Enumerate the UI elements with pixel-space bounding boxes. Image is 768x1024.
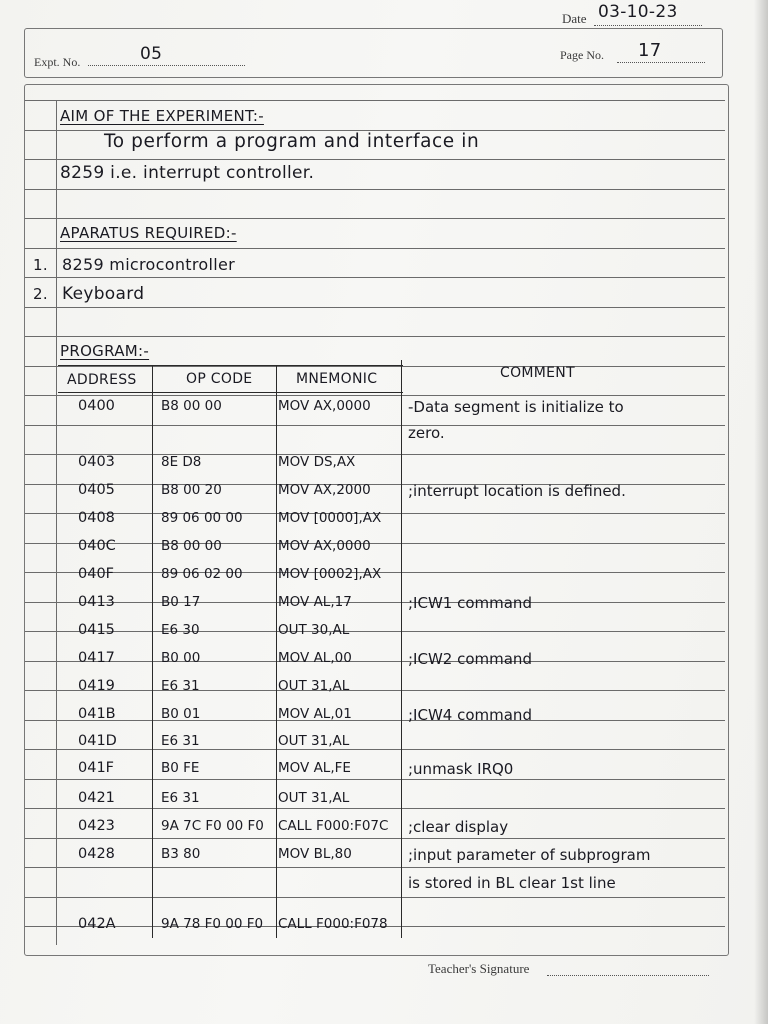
opcode-cell: B0 01 — [161, 706, 201, 722]
table-row — [58, 818, 509, 844]
opcode-cell: E6 31 — [161, 733, 200, 749]
table-header-line — [58, 392, 403, 393]
table-row — [58, 678, 408, 704]
mnemonic-cell: MOV [0002],AX — [278, 566, 382, 582]
ruled-line — [25, 307, 725, 308]
comment-cell: ;ICW1 command — [408, 594, 532, 612]
aim-heading: AIM OF THE EXPERIMENT:- — [60, 107, 264, 125]
address-cell: 0421 — [78, 790, 115, 806]
table-row — [58, 510, 408, 536]
address-cell: 0413 — [78, 594, 115, 610]
mnemonic-cell: MOV AL,FE — [278, 760, 351, 776]
ruled-line — [25, 159, 725, 160]
address-cell: 041F — [78, 760, 115, 776]
table-row — [58, 650, 532, 676]
ruled-line — [25, 218, 725, 219]
mnemonic-cell: MOV AX,0000 — [278, 398, 371, 414]
page-no-value: 17 — [638, 40, 662, 61]
opcode-cell: E6 31 — [161, 790, 200, 806]
table-row — [58, 538, 408, 564]
table-row — [58, 846, 651, 872]
program-heading: PROGRAM:- — [60, 342, 150, 360]
table-top-line — [58, 365, 403, 366]
address-cell: 0417 — [78, 650, 115, 666]
table-row — [58, 706, 532, 732]
mnemonic-cell: OUT 30,AL — [278, 622, 350, 638]
mnemonic-cell: CALL F000:F078 — [278, 916, 388, 932]
table-row — [58, 594, 532, 620]
aim-line-2: 8259 i.e. interrupt controller. — [60, 163, 315, 183]
column-header-mnemonic: MNEMONIC — [296, 371, 378, 387]
address-cell: 0423 — [78, 818, 115, 834]
opcode-cell: 9A 7C F0 00 F0 — [161, 818, 264, 834]
table-row — [58, 622, 408, 648]
opcode-cell: 9A 78 F0 00 F0 — [161, 916, 264, 932]
ruled-line — [25, 189, 725, 190]
opcode-cell: B8 00 00 — [161, 398, 222, 414]
address-cell: 0428 — [78, 846, 115, 862]
comment-cell: ;clear display — [408, 818, 509, 836]
ruled-line — [25, 336, 725, 337]
address-cell: 0419 — [78, 678, 115, 694]
address-cell: 042A — [78, 916, 116, 932]
address-cell: 0408 — [78, 510, 115, 526]
table-row — [58, 733, 408, 759]
ruled-line — [25, 248, 725, 249]
mnemonic-cell: MOV BL,80 — [278, 846, 352, 862]
opcode-cell: 89 06 00 00 — [161, 510, 243, 526]
address-cell: 0403 — [78, 454, 115, 470]
expt-no-label: Expt. No. — [34, 55, 81, 69]
comment-cell: ;ICW2 command — [408, 650, 532, 668]
apparatus-item-number: 1. — [33, 256, 48, 274]
table-row — [58, 916, 408, 942]
opcode-cell: B0 17 — [161, 594, 201, 610]
column-header-address: ADDRESS — [67, 372, 137, 388]
mnemonic-cell: OUT 31,AL — [278, 678, 350, 694]
mnemonic-cell: CALL F000:F07C — [278, 818, 389, 834]
mnemonic-cell: OUT 31,AL — [278, 733, 350, 749]
table-row — [58, 790, 408, 816]
ruled-line — [25, 277, 725, 278]
apparatus-item-number: 2. — [33, 285, 48, 303]
opcode-cell: B8 00 20 — [161, 482, 222, 498]
table-row — [58, 398, 624, 424]
comment-cell: ;interrupt location is defined. — [408, 482, 626, 500]
opcode-cell: B3 80 — [161, 846, 201, 862]
expt-underline — [88, 65, 245, 66]
mnemonic-cell: MOV AL,01 — [278, 706, 352, 722]
mnemonic-cell: OUT 31,AL — [278, 790, 350, 806]
table-row — [58, 566, 408, 592]
apparatus-item: 8259 microcontroller — [62, 255, 235, 274]
header-box — [24, 28, 723, 78]
comment-cell: zero. — [408, 424, 445, 442]
table-row — [58, 482, 626, 508]
opcode-cell: B0 FE — [161, 760, 200, 776]
address-cell: 0405 — [78, 482, 115, 498]
column-header-opcode: OP CODE — [186, 371, 253, 387]
table-row — [58, 760, 514, 786]
aim-line-1: To perform a program and interface in — [104, 131, 480, 152]
date-underline — [594, 25, 702, 26]
apparatus-heading: APARATUS REQUIRED:- — [60, 224, 237, 242]
opcode-cell: 8E D8 — [161, 454, 202, 470]
ruled-line — [25, 395, 725, 396]
page-no-label: Page No. — [560, 48, 604, 62]
address-cell: 041D — [78, 733, 117, 749]
address-cell: 040F — [78, 566, 115, 582]
opcode-cell: E6 31 — [161, 678, 200, 694]
mnemonic-cell: MOV AL,00 — [278, 650, 352, 666]
mnemonic-cell: MOV DS,AX — [278, 454, 356, 470]
margin-line — [56, 100, 57, 945]
page-edge-shadow — [754, 0, 768, 1024]
expt-no-value: 05 — [140, 44, 163, 64]
comment-cell: -Data segment is initialize to — [408, 398, 624, 416]
address-cell: 041B — [78, 706, 116, 722]
address-cell: 0400 — [78, 398, 115, 414]
opcode-cell: B0 00 — [161, 650, 201, 666]
table-row — [58, 874, 616, 900]
ruled-line — [25, 100, 725, 101]
date-label: Date — [562, 11, 587, 26]
comment-cell: ;unmask IRQ0 — [408, 760, 514, 778]
table-row — [58, 454, 408, 480]
table-row — [58, 424, 445, 450]
mnemonic-cell: MOV AX,0000 — [278, 538, 371, 554]
address-cell: 040C — [78, 538, 116, 554]
mnemonic-cell: MOV AX,2000 — [278, 482, 371, 498]
comment-cell: is stored in BL clear 1st line — [408, 874, 616, 892]
mnemonic-cell: MOV [0000],AX — [278, 510, 382, 526]
opcode-cell: B8 00 00 — [161, 538, 222, 554]
mnemonic-cell: MOV AL,17 — [278, 594, 352, 610]
opcode-cell: 89 06 02 00 — [161, 566, 243, 582]
date-value: 03-10-23 — [598, 2, 678, 22]
signature-underline — [547, 975, 709, 976]
page-underline — [617, 62, 705, 63]
apparatus-item: Keyboard — [62, 284, 145, 304]
comment-cell: ;ICW4 command — [408, 706, 532, 724]
column-header-comment: COMMENT — [500, 365, 575, 381]
ruled-line — [25, 366, 725, 367]
opcode-cell: E6 30 — [161, 622, 200, 638]
teacher-signature-label: Teacher's Signature — [428, 961, 530, 976]
comment-cell: ;input parameter of subprogram — [408, 846, 651, 864]
address-cell: 0415 — [78, 622, 115, 638]
